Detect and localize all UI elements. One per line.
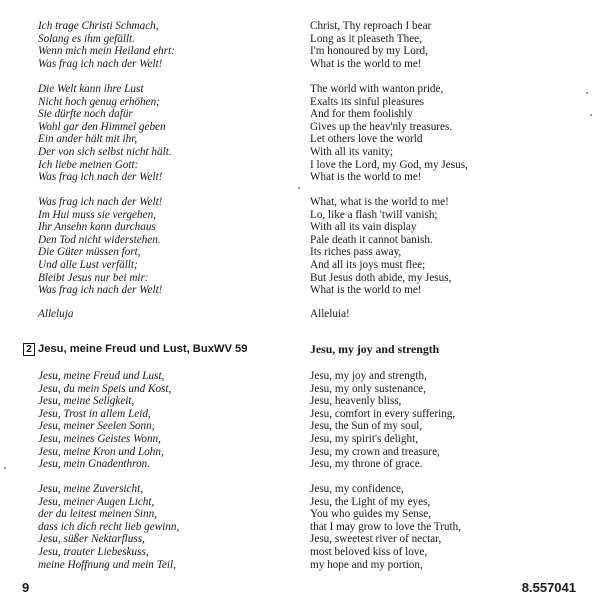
verse-line: Und alle Lust verfällt; (38, 258, 138, 271)
verse-line: What is the world to me! (310, 284, 422, 297)
verse-line: that I may grow to love the Truth, (310, 520, 462, 533)
en-stanza-1 (310, 20, 431, 70)
verse-line: Long as it pleaseth Thee, (310, 32, 422, 45)
verse-line: Jesu, mein Gnadenthron. (38, 458, 151, 471)
scan-speck (590, 114, 592, 116)
verse-line: Christ, Thy reproach I bear (310, 20, 432, 32)
verse-line: dass ich dich recht lieb gewinn, (38, 520, 180, 533)
verse-line: I'm honoured by my Lord, (310, 45, 428, 58)
verse-line: With all its vanity; (310, 145, 394, 158)
verse-line: Wenn mich mein Heiland ehrt: (38, 45, 175, 58)
verse-line: What is the world to me! (310, 171, 422, 184)
verse-line: Jesu, meine Freud und Lust, (38, 370, 165, 382)
verse-line: Ihr Ansehn kann durchaus (38, 221, 156, 234)
verse-line: Ich trage Christi Schmach, (38, 20, 159, 32)
verse-line: Jesu, meiner Seelen Sonn, (38, 420, 155, 433)
verse-line: Lo, like a flash 'twill vanish; (310, 208, 438, 221)
track-number-badge: 2 (23, 343, 35, 356)
verse-line: Den Tod nicht widerstehen. (38, 233, 161, 246)
verse-line: Jesu, sweetest river of nectar, (310, 533, 442, 546)
verse-line: Ich liebe meinen Gott: (38, 158, 139, 171)
scan-speck (4, 467, 6, 469)
de-stanza-5 (38, 370, 171, 471)
de-stanza-4 (38, 308, 73, 321)
verse-line: Jesu, my joy and strength, (310, 370, 427, 382)
verse-line: Jesu, the Light of my eyes, (310, 495, 431, 508)
de-stanza-1 (38, 20, 175, 70)
section-title-en: Jesu, my joy and strength (310, 342, 440, 356)
verse-line: Jesu, trauter Liebeskuss, (38, 545, 149, 558)
en-stanza-6 (310, 483, 461, 571)
verse-line: Its riches pass away, (310, 246, 402, 259)
verse-line: Jesu, my confidence, (310, 483, 404, 495)
verse-line: Wohl gar den Himmel geben (38, 120, 166, 133)
scan-speck (586, 92, 588, 94)
verse-line: Alleluja (38, 308, 74, 320)
verse-line: Alleluia! (310, 308, 350, 320)
verse-line: Was frag ich nach der Welt! (38, 284, 163, 297)
verse-line: Exalts its sinful pleasures (310, 95, 425, 108)
verse-line: Jesu, meine Kron und Lohn, (38, 445, 164, 458)
verse-line: Jesu, heavenly bliss, (310, 395, 402, 408)
verse-line: What is the world to me! (310, 57, 422, 70)
verse-line: Sie dürfte noch dafür (38, 108, 133, 121)
verse-line: Der von sich selbst nicht hält. (38, 145, 172, 158)
page-number: 9 (22, 580, 30, 595)
de-stanza-2 (38, 83, 172, 184)
verse-line: Jesu, my crown and treasure, (310, 445, 440, 458)
verse-line: my hope and my portion, (310, 558, 423, 571)
verse-line: Jesu, meiner Augen Licht, (38, 495, 155, 508)
verse-line: Pale death it cannot banish. (310, 233, 433, 246)
en-stanza-2 (310, 83, 468, 184)
verse-line: Jesu, comfort in every suffering, (310, 407, 456, 420)
verse-line: Jesu, du mein Speis und Kost, (38, 382, 172, 395)
verse-line: Jesu, my throne of grace. (310, 458, 423, 471)
verse-line: Solang es ihm gefällt. (38, 32, 135, 45)
verse-line: der du leitest meinen Sinn, (38, 508, 157, 521)
verse-line: Was frag ich nach der Welt! (38, 171, 163, 184)
verse-line: Jesu, the Sun of my soul, (310, 420, 423, 433)
verse-line: But Jesus doth abide, my Jesus, (310, 271, 452, 284)
verse-line: Jesu, meine Zuversicht, (38, 483, 144, 495)
verse-line: Let others love the world (310, 133, 423, 146)
verse-line: meine Hoffnung und mein Teil, (38, 558, 176, 571)
en-stanza-3 (310, 196, 451, 297)
verse-line: Jesu, meine Seligkeit, (38, 395, 135, 408)
verse-line: Gives up the heav'nly treasures. (310, 120, 453, 133)
scan-speck (298, 187, 300, 189)
en-stanza-5 (310, 370, 455, 471)
verse-line: With all its vain display (310, 221, 417, 234)
verse-line: Jesu, my spirit's delight, (310, 432, 418, 445)
verse-line: And all its joys must flee; (310, 258, 426, 271)
section-title-de: Jesu, meine Freud und Lust, BuxWV 59 (38, 343, 248, 355)
verse-line: You who guides my Sense, (310, 508, 432, 521)
verse-line: Bleibt Jesus nur bei mir: (38, 271, 149, 284)
de-stanza-6 (38, 483, 179, 571)
verse-line: Ein ander hält mit ihr, (38, 133, 138, 146)
verse-line: Im Hui muss sie vergehen, (38, 208, 156, 221)
verse-line: Was frag ich nach der Welt! (38, 196, 163, 208)
verse-line: most beloved kiss of love, (310, 545, 428, 558)
verse-line: The world with wanton pride, (310, 83, 444, 95)
de-stanza-3 (38, 196, 162, 297)
verse-line: I love the Lord, my God, my Jesus, (310, 158, 468, 171)
verse-line: Was frag ich nach der Welt! (38, 57, 163, 70)
en-stanza-4 (310, 308, 350, 321)
verse-line: Die Welt kann ihre Lust (38, 83, 144, 95)
catalog-number: 8.557041 (521, 580, 576, 595)
verse-line: Jesu, süßer Nektarfluss, (38, 533, 145, 546)
verse-line: And for them foolishly (310, 108, 413, 121)
verse-line: Jesu, Trost in allem Leid, (38, 407, 151, 420)
verse-line: What, what is the world to me! (310, 196, 449, 208)
verse-line: Jesu, my only sustenance, (310, 382, 426, 395)
verse-line: Jesu, meines Geistes Wonn, (38, 432, 161, 445)
verse-line: Die Güter müssen fort, (38, 246, 141, 259)
verse-line: Nicht hoch genug erhöhen; (38, 95, 160, 108)
